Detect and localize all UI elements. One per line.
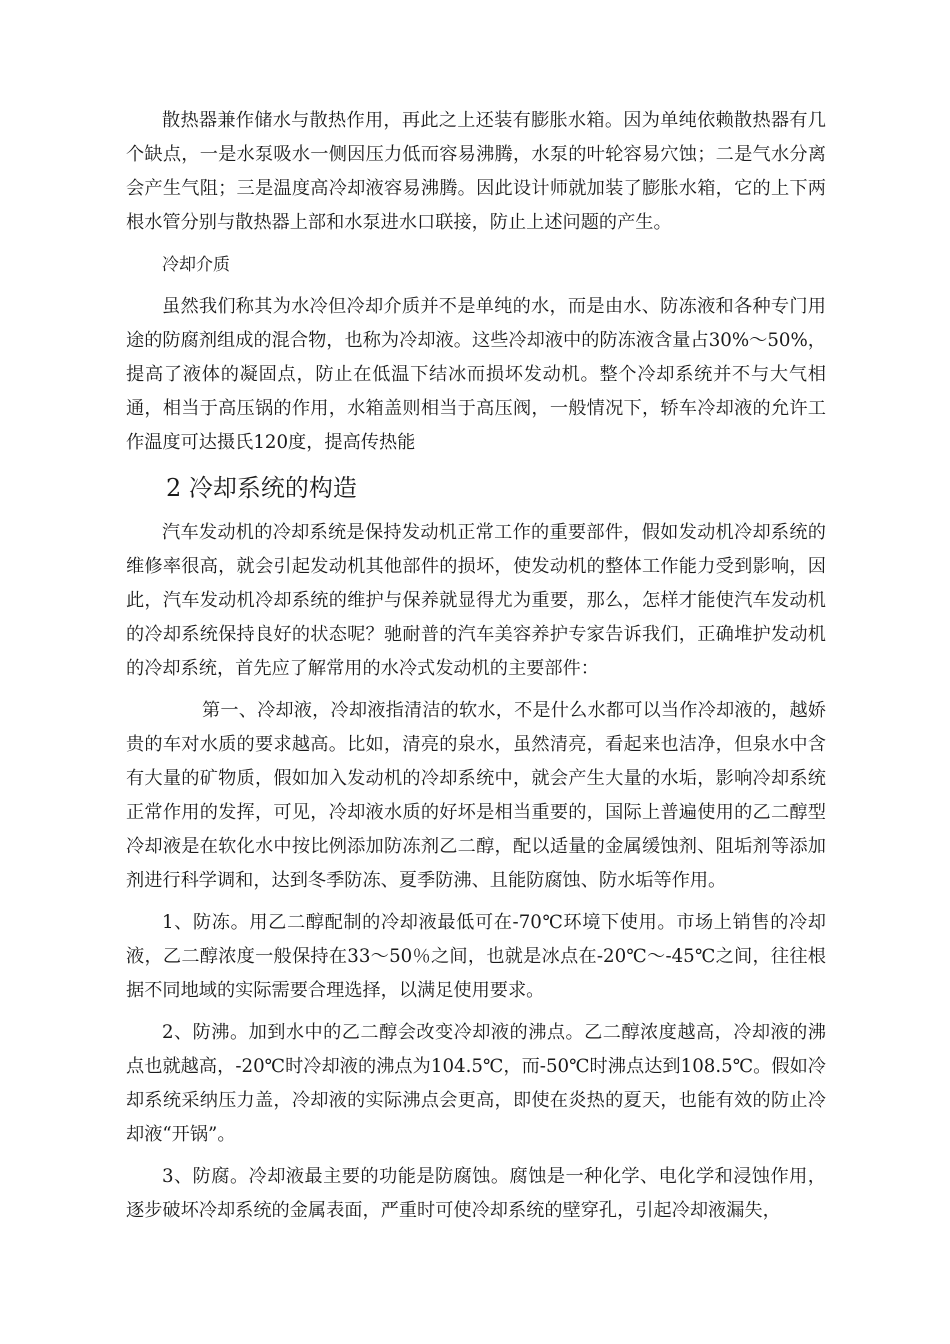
subheading-coolant-medium: 冷却介质 xyxy=(162,255,230,275)
paragraph-antifreeze: 1、防冻。用乙二醇配制的冷却液最低可在-70℃环境下使用。市场上销售的冷却液，乙二醇浓度一般保持在33～50％之间，也就是冰点在-20℃～-45℃之间，往往根据不同地域的实际需要合理选择，以满足使用要求。 xyxy=(126,912,826,1001)
paragraph-coolant-first: 第一、冷却液，冷却液指清洁的软水，不是什么水都可以当作冷却液的，越娇贵的车对水质的要求越高。比如，清亮的泉水，虽然清亮，看起来也洁净，但泉水中含有大量的矿物质，假如加入发动机的冷却系统中，就会产生大量的水垢，影响冷却系统正常作用的发挥，可见，冷却液水质的好坏是相当重要的，国际上普遍使用的乙二醇型冷却液是在软化水中按比例添加防冻剂乙二醇，配以适量的金属缓蚀剂、阻垢剂等添加剂进行科学调和，达到冬季防冻、夏季防沸、且能防腐蚀、防水垢等作用。 xyxy=(126,700,826,891)
paragraph-cooling-system-intro: 汽车发动机的冷却系统是保持发动机正常工作的重要部件，假如发动机冷却系统的维修率很高，就会引起发动机其他部件的损坏，使发动机的整体工作能力受到影响，因此，汽车发动机冷却系统的维护与保养就显得尤为重要，那么，怎样才能使汽车发动机的冷却系统保持良好的状态呢？驰耐普的汽车美容养护专家告诉我们，正确堆护发动机的冷却系统，首先应了解常用的水冷式发动机的主要部件： xyxy=(126,522,826,679)
paragraph-radiator: 散热器兼作储水与散热作用，再此之上还装有膨胀水箱。因为单纯依赖散热器有几个缺点，一是水泵吸水一侧因压力低而容易沸腾，水泵的叶轮容易穴蚀；二是气水分离会产生气阻；三是温度高冷却液容易沸腾。因此设计师就加装了膨胀水箱，它的上下两根水管分别与散热器上部和水泵进水口联接，防止上述问题的产生。 xyxy=(126,110,826,233)
paragraph-coolant-medium: 虽然我们称其为水冷但冷却介质并不是单纯的水，而是由水、防冻液和各种专门用途的防腐剂组成的混合物，也称为冷却液。这些冷却液中的防冻液含量占30%～50%，提高了液体的凝固点，防止在低温下结冰而损坏发动机。整个冷却系统并不与大气相通，相当于高压锅的作用，水箱盖则相当于高压阀，一般情况下，轿车冷却液的允许工作温度可达摄氏120度，提高传热能 xyxy=(126,296,826,453)
page-content xyxy=(126,104,826,1236)
section-title: 2 冷却系统的构造 xyxy=(166,474,357,502)
paragraph-anti-corrosion: 3、防腐。冷却液最主要的功能是防腐蚀。腐蚀是一种化学、电化学和浸蚀作用，逐步破坏冷却系统的金属表面，严重时可使冷却系统的壁穿孔，引起冷却液漏失， xyxy=(126,1166,826,1221)
paragraph-anti-boil: 2、防沸。加到水中的乙二醇会改变冷却液的沸点。乙二醇浓度越高，冷却液的沸点也就越高，-20℃时冷却液的沸点为104.5℃，而-50℃时沸点达到108.5℃。假如冷却系统采纳压力盖，冷却液的实际沸点会更高，即使在炎热的夏天，也能有效的防止冷却液“开锅”。 xyxy=(126,1022,826,1145)
